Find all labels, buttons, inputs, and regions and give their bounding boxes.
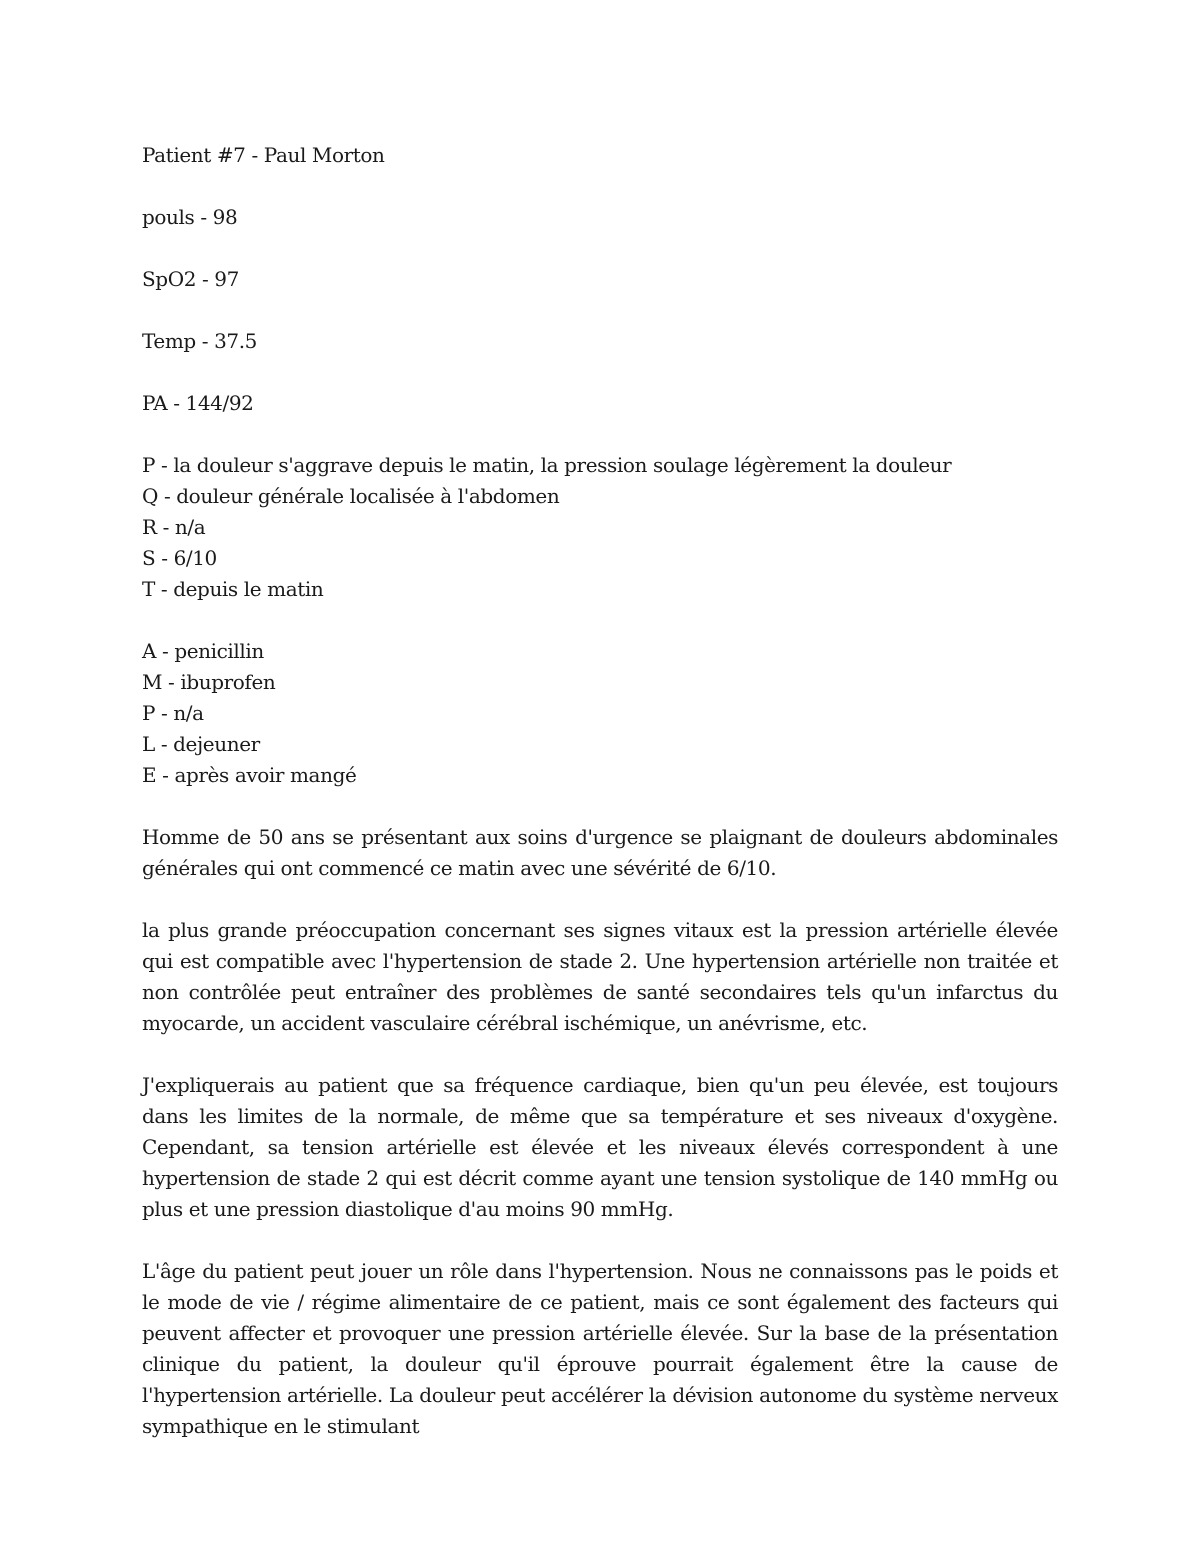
ample-item: P - n/a (142, 701, 204, 725)
pqrst-list (142, 450, 1058, 605)
spacer (142, 171, 1058, 202)
pqrst-item: Q - douleur générale localisée à l'abdomen (142, 484, 560, 508)
paragraph-explanation: J'expliquerais au patient que sa fréquence cardiaque, bien qu'un peu élevée, est toujours dans les limites de la normale, de même que sa température et ses niveaux d'oxygène. Cependant, sa tension artérielle est élevée et les niveaux élevés correspondent à une hypertension de stade 2 qui est décrit comme ayant une tension systolique de 140 mmHg ou plus et une pression diastolique d'au moins 90 mmHg. (142, 1073, 1058, 1221)
ample-item: E - après avoir mangé (142, 763, 357, 787)
pqrst-item: R - n/a (142, 515, 206, 539)
ample-item: A - penicillin (142, 639, 264, 663)
paragraph-risk-factors: L'âge du patient peut jouer un rôle dans l'hypertension. Nous ne connaissons pas le poids et le mode de vie / régime alimentaire de ce patient, mais ce sont également des facteurs qui peuvent affecter et provoquer une pression artérielle élevée. Sur la base de la présentation clinique du patient, la douleur qu'il éprouve pourrait également être la cause de l'hypertension artérielle. La douleur peut accélérer la dévision autonome du système nerveux sympathique en le stimulant (142, 1259, 1058, 1438)
patient-title: Patient #7 - Paul Morton (142, 143, 385, 167)
paragraph-vitals-concern: la plus grande préoccupation concernant ses signes vitaux est la pression artérielle élevée qui est compatible avec l'hypertension de stade 2. Une hypertension artérielle non traitée et non contrôlée peut entraîner des problèmes de santé secondaires tels qu'un infarctus du myocarde, un accident vasculaire cérébral ischémique, un anévrisme, etc. (142, 918, 1058, 1035)
pqrst-item: P - la douleur s'aggrave depuis le matin, la pression soulage légèrement la douleur (142, 453, 952, 477)
spacer (142, 884, 1058, 915)
vital-temp: Temp - 37.5 (142, 329, 257, 353)
pqrst-item: T - depuis le matin (142, 577, 324, 601)
spacer (142, 419, 1058, 450)
document-body (142, 140, 1058, 1442)
pqrst-item: S - 6/10 (142, 546, 217, 570)
vital-blood-pressure: PA - 144/92 (142, 391, 254, 415)
ample-item: L - dejeuner (142, 732, 260, 756)
vital-pulse: pouls - 98 (142, 205, 238, 229)
spacer (142, 233, 1058, 264)
paragraph-summary: Homme de 50 ans se présentant aux soins d'urgence se plaignant de douleurs abdominales générales qui ont commencé ce matin avec une sévérité de 6/10. (142, 825, 1058, 880)
ample-item: M - ibuprofen (142, 670, 276, 694)
spacer (142, 605, 1058, 636)
vital-spo2: SpO2 - 97 (142, 267, 239, 291)
ample-list (142, 636, 1058, 791)
spacer (142, 357, 1058, 388)
spacer (142, 295, 1058, 326)
spacer (142, 1039, 1058, 1070)
spacer (142, 791, 1058, 822)
spacer (142, 1225, 1058, 1256)
